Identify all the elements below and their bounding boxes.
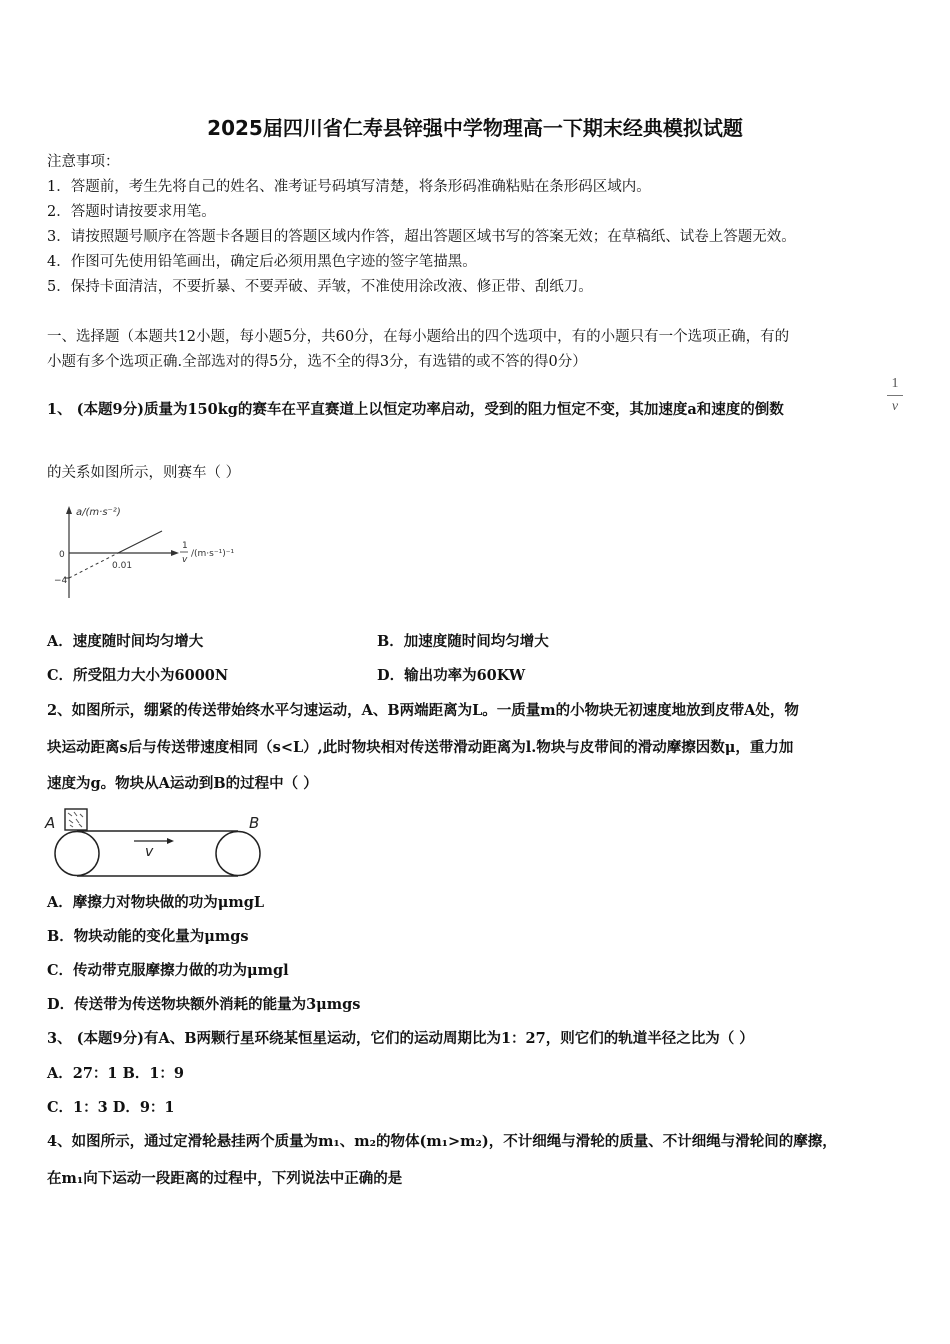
label-a: A <box>45 814 56 832</box>
graph-solid-line <box>118 531 162 553</box>
page-title: 2025届四川省仁寿县锌强中学物理高一下期末经典模拟试题 <box>207 116 743 140</box>
q2-option-d: D．传送带为传送物块额外消耗的能量为3μmgs <box>47 996 361 1013</box>
notice-item-5: 5．保持卡面清洁，不要折暴、不要弄破、弄皱，不准使用涂改液、修正带、刮纸刀。 <box>47 279 593 295</box>
fraction-denominator: v <box>891 399 899 414</box>
notice-item-1: 1．答题前，考生先将自己的姓名、准考证号码填写清楚，将条形码准确粘贴在条形码区域内。 <box>47 179 651 195</box>
y-axis-arrow <box>66 506 72 514</box>
label-v: v <box>145 844 154 860</box>
q3-stem: 3、 (本题9分)有A、B两颗行星环绕某恒星运动，它们的运动周期比为1：27，则它们的轨道半径之比为（ ） <box>47 1030 754 1047</box>
origin-label: 0 <box>59 550 65 560</box>
graph-dashed-line <box>69 553 118 578</box>
x-intercept-label: 0.01 <box>112 561 133 571</box>
q1-option-a: A．速度随时间均匀增大 <box>47 633 204 650</box>
q4-stem-line-2: 在m₁向下运动一段距离的过程中，下列说法中正确的是 <box>47 1170 403 1187</box>
x-axis-label-numerator: 1 <box>182 541 188 551</box>
x-axis-arrow <box>171 550 179 556</box>
notice-item-3: 3．请按照题号顺序在答题卡各题目的答题区域内作答，超出答题区域书写的答案无效；在草稿纸、试卷上答题无效。 <box>47 229 796 245</box>
x-axis-label-denominator: v <box>182 555 188 565</box>
q2-option-a: A．摩擦力对物块做的功为μmgL <box>47 894 265 911</box>
left-pulley <box>55 832 99 876</box>
notice-heading: 注意事项： <box>47 154 120 170</box>
right-pulley <box>216 832 260 876</box>
q3-options-cd: C．1：3 D．9：1 <box>47 1099 175 1116</box>
q2-conveyor-figure <box>44 806 274 882</box>
q1-option-d: D．输出功率为60KW <box>377 667 526 684</box>
q4-stem-line-1: 4、如图所示，通过定滑轮悬挂两个质量为m₁、m₂的物体(m₁>m₂)，不计细绳与滑轮的质量、不计细绳与滑轮间的摩擦， <box>47 1133 837 1150</box>
fraction-numerator: 1 <box>891 376 899 391</box>
section-heading-line-2: 小题有多个选项正确.全部选对的得5分，选不全的得3分，有选错的或不答的得0分） <box>47 354 587 370</box>
label-b: B <box>249 814 260 832</box>
section-heading-line-1: 一、选择题（本题共12小题，每小题5分，共60分，在每小题给出的四个选项中，有的小题只有一个选项正确，有的 <box>47 329 790 345</box>
q1-stem-line-1: 1、 (本题9分)质量为150kg的赛车在平直赛道上以恒定功率启动，受到的阻力恒定不变，其加速度a和速度的倒数 <box>47 401 784 418</box>
notice-item-2: 2．答题时请按要求用笔。 <box>47 204 216 220</box>
q2-stem-line-3: 速度为g。物块从A运动到B的过程中（ ） <box>47 775 318 792</box>
y-intercept-label: −4 <box>54 576 68 586</box>
q1-option-c: C．所受阻力大小为6000N <box>47 667 229 684</box>
q2-option-c: C．传动带克服摩擦力做的功为μmgl <box>47 962 289 979</box>
q2-stem-line-2: 块运动距离s后与传送带速度相同（s<L）,此时物块相对传送带滑动距离为l.物块与皮带间的滑动摩擦因数μ，重力加 <box>47 739 794 756</box>
x-axis-unit: /(m·s⁻¹)⁻¹ <box>191 549 235 559</box>
notice-item-4: 4．作图可先使用铅笔画出，确定后必须用黑色字迹的签字笔描黑。 <box>47 254 477 270</box>
y-axis-label: a/(m·s⁻²) <box>76 507 121 518</box>
q2-stem-line-1: 2、如图所示，绷紧的传送带始终水平匀速运动，A、B两端距离为L。一质量m的小物块无初速度地放到皮带A处，物 <box>47 702 799 719</box>
q1-inverse-v-fraction <box>886 376 904 415</box>
q2-option-b: B．物块动能的变化量为μmgs <box>47 928 249 945</box>
q1-option-b: B．加速度随时间均匀增大 <box>377 633 549 650</box>
q1-graph <box>50 500 260 600</box>
q1-stem-line-2: 的关系如图所示，则赛车（ ） <box>47 465 241 481</box>
q3-options-ab: A．27：1 B．1：9 <box>47 1065 184 1082</box>
